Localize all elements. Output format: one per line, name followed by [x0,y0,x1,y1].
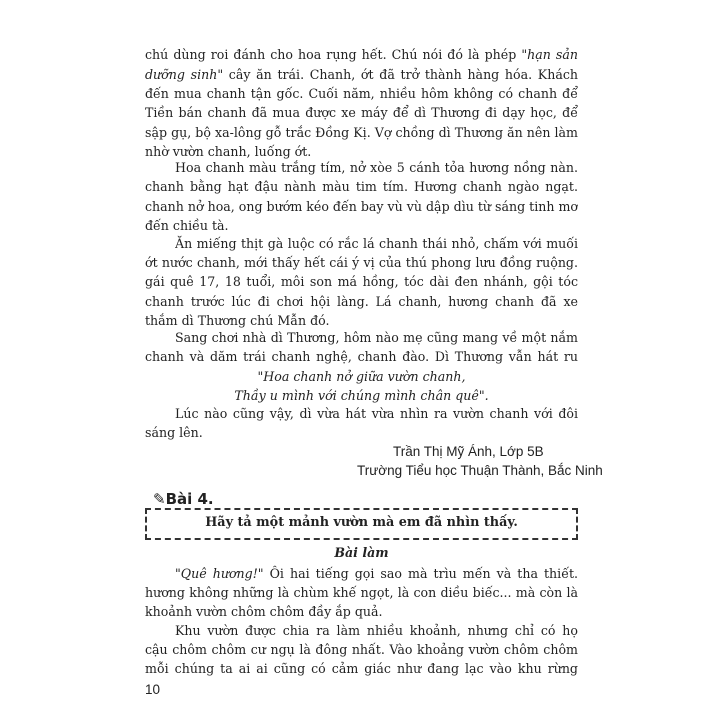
text-line: Ăn miếng thịt gà luộc có rắc lá chanh thái nhỏ, chấm với muối [175,236,578,251]
text-span: cây ăn trái. Chanh, ớt đã trở thành hàng hóa. Khách [228,67,578,82]
text-line: thắm dì Thương chú Mẫn đó. [145,313,330,328]
author-school: Trường Tiểu học Thuận Thành, Bắc Ninh [357,463,603,478]
italic-phrase: "hạn sản [521,47,578,62]
text-line: chanh bằng hạt đậu nành màu tim tím. Hương chanh ngào ngạt. [145,179,578,194]
text-line: Hoa chanh màu trắng tím, nở xòe 5 cánh tỏa hương nồng nàn. [175,160,578,175]
text-line [175,565,578,583]
italic-phrase: dưỡng sinh" [145,67,224,82]
text-line: mỗi chúng ta ai ai cũng có cảm giác như đang lạc vào khu rừng [145,661,578,676]
exercise-prompt: Hãy tả một mảnh vườn mà em đã nhìn thấy. [205,515,518,530]
text-line: cậu chôm chôm cư ngụ là đông nhất. Vào khoảng vườn chôm chôm [145,642,578,657]
italic-phrase: "Hoa chanh nở giữa vườn chanh, [257,369,466,384]
exercise-prompt-box [145,508,578,540]
text-span: Ôi hai tiếng gọi sao mà trìu mến và tha thiết. [269,566,578,581]
text-line: sáng lên. [145,425,203,440]
exercise-title [150,490,217,508]
exercise-number: Bài 4. [165,490,214,508]
text-line: chanh và dăm trái chanh nghệ, chanh đào. Dì Thương vẫn hát ru [145,349,578,364]
text-line: đến mua chanh tận gốc. Cuối năm, nhiều hôm không có chanh để [145,86,578,101]
text-line: chanh trước lúc đi chơi hội làng. Lá chanh, hương chanh đã xe [145,294,578,309]
italic-phrase: "Quê hương!" [175,566,264,581]
text-line: sập gụ, bộ xa-lông gỗ trắc Đồng Kị. Vợ chồng dì Thương ăn nên làm [145,125,578,140]
text-line [145,66,578,84]
text-line: ớt nước chanh, mới thấy hết cái ý vị của thú phong lưu đồng ruộng. [145,255,578,270]
text-line: Sang chơi nhà dì Thương, hôm nào mẹ cũng mang về một nắm [175,330,578,345]
text-line: Lúc nào cũng vậy, dì vừa hát vừa nhìn ra vườn chanh với đôi [175,406,578,421]
text-line: chanh nở hoa, ong bướm kéo đến bay vù vù dập dìu từ sáng tinh mơ [145,199,578,214]
answer-heading [145,544,578,562]
page-number: 10 [145,682,161,697]
poem-line [145,368,578,386]
text-line: Tiền bán chanh đã mua được xe máy để dì Thương đi dạy học, để [145,105,578,120]
answer-heading-text: Bài làm [334,545,389,560]
poem-line [145,387,578,405]
text-line: gái quê 17, 18 tuổi, môi son má hồng, tóc dài đen nhánh, gội tóc [145,274,578,289]
text-line: đến chiều tà. [145,218,229,233]
italic-phrase: Thầy u mình với chúng mình chân quê". [234,388,489,403]
author-name: Trần Thị Mỹ Ánh, Lớp 5B [393,444,544,459]
text-span: chú dùng roi đánh cho hoa rụng hết. Chú nói đó là phép [145,47,517,62]
text-line: hương không những là chùm khế ngọt, là con diều biếc... mà còn là [145,585,578,600]
pencil-icon: ✎ [153,490,166,508]
text-line: nhờ vườn chanh, luống ớt. [145,144,312,159]
text-line [145,46,578,64]
text-line: Khu vườn được chia ra làm nhiều khoảnh, nhưng chỉ có họ [175,623,578,638]
text-line: khoảnh vườn chôm chôm đầy ắp quả. [145,604,383,619]
